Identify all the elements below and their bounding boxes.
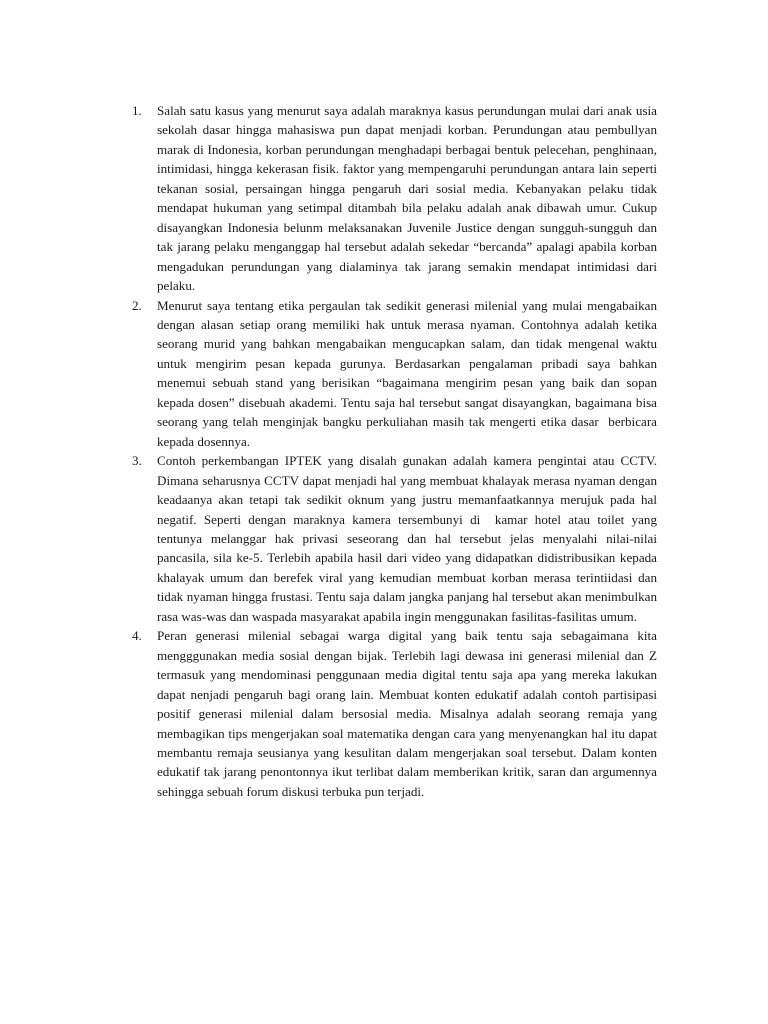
list-item bbox=[132, 626, 661, 801]
item-number: 3. bbox=[132, 453, 142, 469]
item-number: 2. bbox=[132, 297, 142, 313]
item-number: 4. bbox=[132, 628, 142, 644]
list-item bbox=[132, 296, 661, 452]
list-item bbox=[132, 451, 661, 626]
item-paragraph: Menurut saya tentang etika pergaulan tak sedikit generasi milenial yang mulai mengabaikan dengan alasan setiap orang memiliki hak untuk merasa nyaman. Contohnya adalah ketika seorang murid yang bahkan mengabaikan mengucapkan salam, dan tidak mengenal waktu untuk mengirim pesan kepada gurunya. Berdasarkan pengalaman pribadi saya bahkan menemui sebuah stand yang berisikan “bagaimana mengirim pesan yang baik dan sopan kepada dosen” disebuah akademi. Tentu saja hal tersebut sangat disayangkan, bagaimana bisa seorang yang telah menginjak bangku perkuliahan masih tak mengerti etika dasar berbicara kepada dosennya. bbox=[157, 297, 661, 449]
item-paragraph: Salah satu kasus yang menurut saya adalah maraknya kasus perundungan mulai dari anak usia sekolah dasar hingga mahasiswa pun dapat menjadi korban. Perundungan atau pembullyan marak di Indonesia, korban perundungan menghadapi berbagai bentuk pelecehan, penghinaan, intimidasi, hingga kekerasan fisik. faktor yang mempengaruhi perundungan antara lain seperti tekanan sosial, persaingan hingga pengaruh dari sosial media. Kebanyakan pelaku tidak mendapat hukuman yang setimpal ditambah bila pelaku adalah anak dibawah umur. Cukup disayangkan Indonesia belunm melaksanakan Juvenile Justice dengan sungguh-sungguh dan tak jarang pelaku menganggap hal tersebut adalah sekedar “bercanda” apalagi apabila korban mengadukan perundungan yang dialaminya tak jarang semakin mendapat intimidasi dari pelaku. bbox=[157, 103, 661, 294]
item-paragraph: Peran generasi milenial sebagai warga digital yang baik tentu saja sebagaimana kita mengggunakan media sosial dengan bijak. Terlebih lagi dewasa ini generasi milenial dan Z termasuk yang mendominasi penggunaan media digital tentu saja apa yang mereka lakukan dapat nenjadi pengaruh bagi orang lain. Membuat konten edukatif adalah contoh partisipasi positif generasi milenial dalam bersosial media. Misalnya adalah seorang remaja yang membagikan tips mengerjakan soal matematika dengan cara yang menyenangkan hal itu dapat membantu remaja seusianya yang kesulitan dalam mengerjakan soal tersebut. Dalam konten edukatif tak jarang penontonnya ikut terlibat dalam memberikan kritik, saran dan argumennya sehingga sebuah forum diskusi terbuka pun terjadi. bbox=[157, 628, 661, 799]
item-paragraph: Contoh perkembangan IPTEK yang disalah gunakan adalah kamera pengintai atau CCTV. Dimana seharusnya CCTV dapat menjadi hal yang membuat khalayak merasa nyaman dengan keadaanya akan tetapi tak sedikit oknum yang justru memanfaatkannya merujuk pada hal negatif. Seperti dengan maraknya kamera tersembunyi di kamar hotel atau toilet yang tentunya melanggar hak privasi seseorang dan hal tersebut jelas menyalahi nilai-nilai pancasila, sila ke-5. Terlebih apabila hasil dari video yang didapatkan didistribusikan kepada khalayak umum dan berefek viral yang kemudian membuat korban merasa terintiidasi dan tidak nyaman hingga frustasi. Tentu saja dalam jangka panjang hal tersebut akan menimbulkan rasa was-was dan waspada masyarakat apabila ingin menggunakan fasilitas-fasilitas umum. bbox=[157, 453, 661, 624]
answer-list bbox=[132, 101, 661, 801]
list-item bbox=[132, 101, 661, 296]
item-number: 1. bbox=[132, 103, 142, 118]
